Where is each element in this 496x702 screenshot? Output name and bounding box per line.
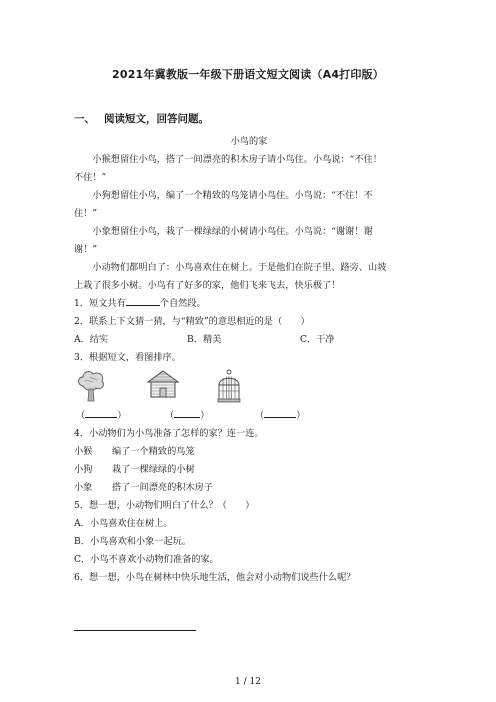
question-4: 4．小动物们为小鸟准备了怎样的家？连一连。: [74, 428, 264, 439]
section-heading-text: 阅读短文，回答问题。: [104, 113, 209, 125]
question-2: 2．联系上下文猜一猜，与“精致”的意思相近的是（ ）: [74, 316, 310, 327]
wooden-house-icon: [146, 369, 180, 399]
story-line: 住！”: [74, 208, 98, 219]
order-answer-2[interactable]: （ ）: [165, 407, 209, 425]
reading-content: [74, 133, 424, 587]
order-answer-1[interactable]: （ ）: [76, 407, 126, 425]
question-3: 3．根据短文，看图排序。: [74, 352, 181, 363]
story-line: 小猴想留住小鸟，搭了一间漂亮的积木房子请小鸟住。小鸟说：“不住！: [92, 154, 382, 165]
question-5: 5．想一想，小动物们明白了什么？（ ）: [74, 500, 255, 511]
story-line: 小动物们都明白了：小鸟喜欢住在树上。于是他们在院子里、路旁、山坡: [92, 262, 387, 273]
order-answer-3[interactable]: （ ）: [255, 407, 305, 425]
option-a[interactable]: A．结实: [74, 334, 109, 345]
story-line: 不住！”: [74, 172, 107, 183]
section-heading: [74, 111, 209, 126]
story-line: 小狗想留住小鸟，编了一个精致的鸟笼请小鸟住。小鸟说：“不住！不: [92, 190, 373, 201]
story-title: 小鸟的家: [230, 136, 268, 147]
section-number: 一、: [74, 113, 95, 125]
question-1: 1．短文共有 个自然段。: [74, 295, 424, 313]
match-row[interactable]: 小猴 编了一个精致的鸟笼: [74, 446, 195, 457]
question-2-options: [74, 331, 424, 349]
question-3-answers: [74, 407, 424, 425]
birdcage-icon: [216, 369, 242, 403]
story-line: 上栽了很多小树。小鸟有了好多的家，他们飞来飞去，快乐极了！: [74, 280, 341, 291]
match-row[interactable]: 小象 搭了一间漂亮的积木房子: [74, 482, 214, 493]
option-b[interactable]: B．小鸟喜欢和小象一起玩。: [74, 536, 192, 547]
page-number: 1 / 12: [235, 677, 261, 687]
story-line: 小象想留住小鸟，栽了一棵绿绿的小树请小鸟住。小鸟说：“谢谢！谢: [92, 226, 373, 237]
answer-blank[interactable]: [126, 295, 160, 306]
question-3-pictures: [74, 369, 424, 407]
answer-line[interactable]: [74, 630, 196, 631]
question-6: 6．想一想，小鸟在树林中快乐地生活，他会对小动物们说些什么呢？: [74, 572, 356, 583]
tree-icon: [76, 369, 106, 403]
document-title: 2021年冀教版一年级下册语文短文阅读（A4打印版）: [112, 68, 384, 81]
option-c[interactable]: C．小鸟不喜欢小动物们准备的家。: [74, 554, 219, 565]
option-b[interactable]: B．精美: [187, 334, 222, 345]
story-line: 谢！”: [74, 244, 98, 255]
match-row[interactable]: 小狗 栽了一棵绿绿的小树: [74, 464, 195, 475]
option-c[interactable]: C．干净: [300, 334, 335, 345]
option-a[interactable]: A．小鸟喜欢住在树上。: [74, 518, 173, 529]
